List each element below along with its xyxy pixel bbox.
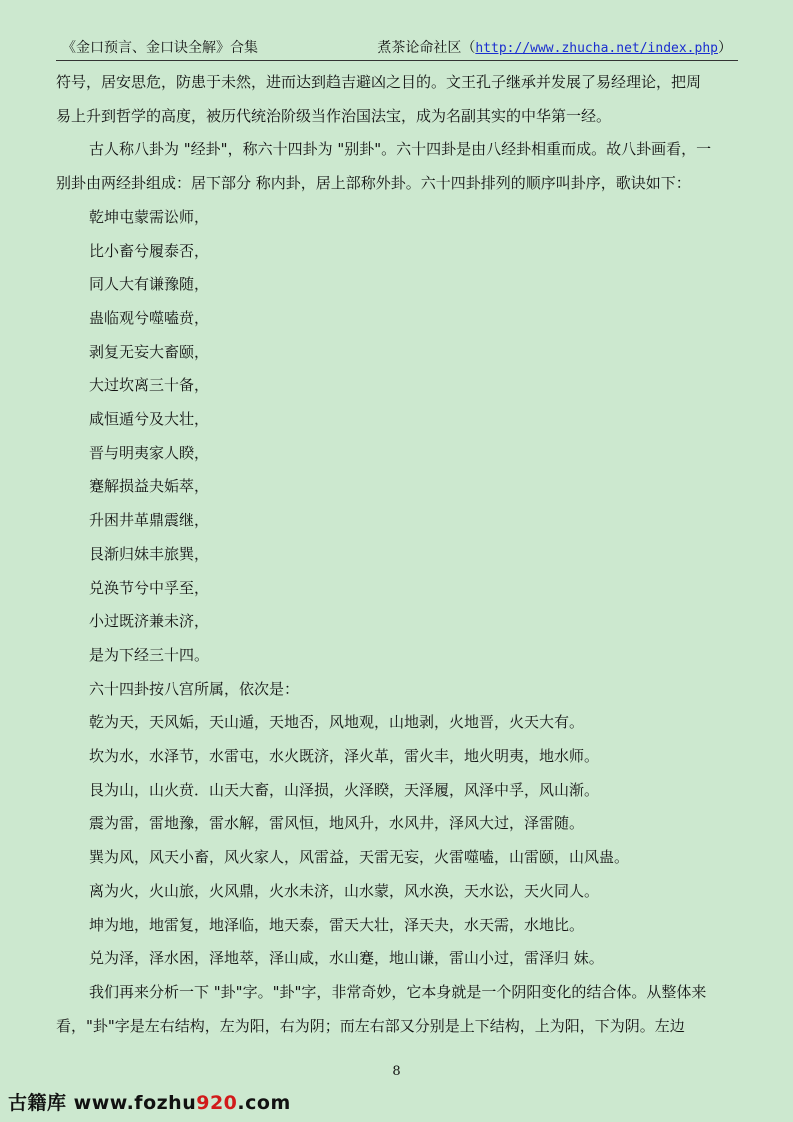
header-source-prefix: 煮茶论命社区（ xyxy=(377,40,476,56)
text-line: 蹇解损益夬姤萃， xyxy=(89,477,210,496)
text-line: 大过坎离三十备， xyxy=(89,376,210,395)
footer-site-name: 古籍库 xyxy=(8,1092,67,1114)
text-line: 剥复无妄大畜颐， xyxy=(89,342,210,361)
text-line: 是为下经三十四。 xyxy=(89,645,210,664)
header-url-link[interactable]: http://www.zhucha.net/index.php xyxy=(475,41,718,56)
text-line: 乾为天，天风姤，天山遁，天地否，风地观，山地剥，火地晋，火天大有。 xyxy=(89,713,585,732)
footer-url-prefix: www.fozhu xyxy=(73,1092,197,1114)
header-source xyxy=(377,38,732,59)
text-line: 看，"卦"字是左右结构，左为阳，右为阴；而左右部又分别是上下结构，上为阳，下为阴。左边 xyxy=(56,1016,685,1035)
page-number: 8 xyxy=(392,1064,401,1079)
text-line: 同人大有谦豫随， xyxy=(89,275,210,294)
text-line: 兑为泽，泽水困，泽地萃，泽山咸，水山蹇，地山谦，雷山小过，雷泽归 妹。 xyxy=(89,949,604,968)
footer-url-suffix: .com xyxy=(237,1092,291,1114)
text-line: 艮为山，山火贲．山天大畜，山泽损，火泽睽，天泽履，风泽中孚，风山渐。 xyxy=(89,780,600,799)
text-line: 兑涣节兮中孚至， xyxy=(89,578,210,597)
text-line: 易上升到哲学的高度，被历代统治阶级当作治国法宝，成为名副其实的中华第一经。 xyxy=(56,106,612,125)
text-line: 震为雷，雷地豫，雷水解，雷风恒，地风升，水风井，泽风大过，泽雷随。 xyxy=(89,814,585,833)
text-line: 乾坤屯蒙需讼师， xyxy=(89,207,210,226)
text-line: 我们再来分析一下 "卦"字。"卦"字，非常奇妙，它本身就是一个阴阳变化的结合体。从整体来 xyxy=(89,982,707,1001)
text-line: 小过既济兼未济， xyxy=(89,612,210,631)
footer-url-number: 920 xyxy=(196,1092,238,1114)
text-line: 蛊临观兮噬嗑贲， xyxy=(89,308,210,327)
header-source-suffix: ） xyxy=(718,40,732,56)
document-title: 《金口预言、金口诀全解》合集 xyxy=(62,40,258,56)
footer-watermark xyxy=(8,1088,291,1115)
page-header xyxy=(56,38,738,61)
text-line: 离为火，火山旅，火风鼎，火水未济，山水蒙，风水涣，天水讼，天火同人。 xyxy=(89,881,600,900)
text-line: 艮渐归妹丰旅巽， xyxy=(89,544,210,563)
text-line: 六十四卦按八宫所属，依次是： xyxy=(89,679,300,698)
text-line: 坤为地，地雷复，地泽临，地天泰，雷天大壮，泽天夬，水天需，水地比。 xyxy=(89,915,585,934)
text-line: 巽为风，风天小畜，风火家人，风雷益，天雷无妄，火雷噬嗑，山雷颐，山风蛊。 xyxy=(89,848,630,867)
text-line: 坎为水，水泽节，水雷屯，水火既济，泽火革，雷火丰，地火明夷，地水师。 xyxy=(89,747,600,765)
text-line: 别卦由两经卦组成：居下部分 称内卦，居上部称外卦。六十四卦排列的顺序叫卦序，歌诀如下： xyxy=(56,174,691,193)
text-line: 晋与明夷家人睽， xyxy=(89,443,210,462)
text-line: 符号，居安思危，防患于未然，进而达到趋吉避凶之目的。文王孔子继承并发展了易经理论，把周 xyxy=(56,73,702,91)
text-line: 咸恒遁兮及大壮， xyxy=(89,410,210,428)
footer-url xyxy=(74,1092,291,1114)
text-line: 升困井革鼎震继， xyxy=(89,511,210,530)
text-line: 比小畜兮履泰否， xyxy=(89,241,210,260)
text-line: 古人称八卦为 "经卦"，称六十四卦为 "别卦"。六十四卦是由八经卦相重而成。故八卦画看，一 xyxy=(89,140,712,159)
